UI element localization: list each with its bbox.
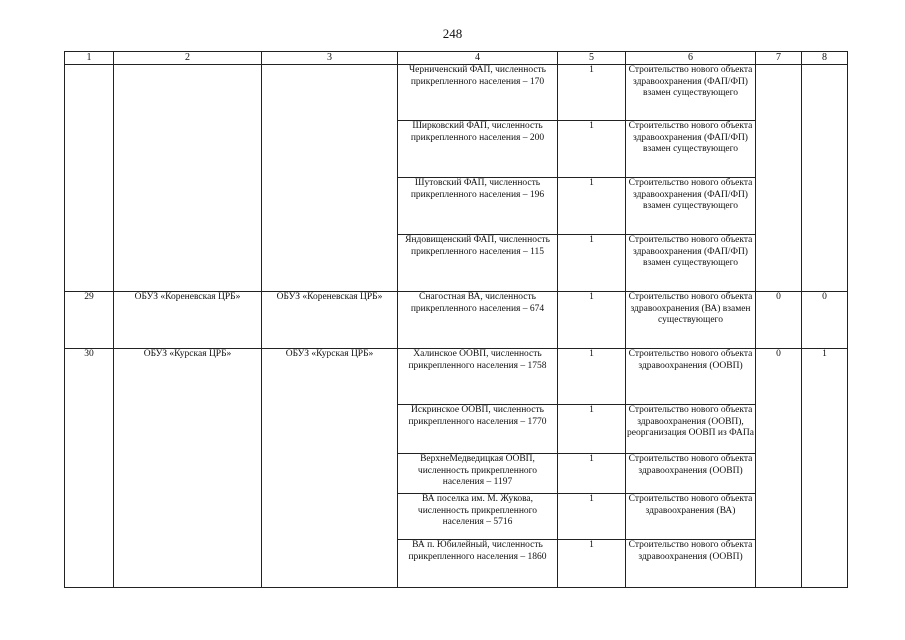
- column-header: 2: [114, 52, 262, 65]
- row-number-cell: [65, 65, 114, 292]
- organization-cell: [114, 65, 262, 292]
- facility-cell: Ширковский ФАП, численность прикрепленного населения – 200: [398, 121, 558, 178]
- column-header: 6: [626, 52, 756, 65]
- column-header: 4: [398, 52, 558, 65]
- column-header: 8: [802, 52, 848, 65]
- col8-cell: [802, 65, 848, 292]
- column-header: 5: [558, 52, 626, 65]
- quantity-cell: 1: [558, 235, 626, 292]
- action-cell: Строительство нового объекта здравоохранения (ВА) взамен существующего: [626, 292, 756, 349]
- header-row: [65, 52, 848, 65]
- document-table: [64, 51, 848, 588]
- institution-cell: [262, 65, 398, 292]
- table-row: [65, 65, 848, 121]
- quantity-cell: 1: [558, 292, 626, 349]
- action-cell: Строительство нового объекта здравоохранения (ООВП), реорганизация ООВП из ФАПа: [626, 405, 756, 454]
- action-cell: Строительство нового объекта здравоохранения (ФАП/ФП) взамен существующего: [626, 178, 756, 235]
- quantity-cell: 1: [558, 405, 626, 454]
- action-cell: Строительство нового объекта здравоохранения (ВА): [626, 494, 756, 540]
- quantity-cell: 1: [558, 540, 626, 588]
- action-cell: Строительство нового объекта здравоохранения (ООВП): [626, 349, 756, 405]
- facility-cell: Халинское ООВП, численность прикрепленного населения – 1758: [398, 349, 558, 405]
- facility-cell: Яндовищенский ФАП, численность прикрепленного населения – 115: [398, 235, 558, 292]
- action-cell: Строительство нового объекта здравоохранения (ООВП): [626, 454, 756, 494]
- action-cell: Строительство нового объекта здравоохранения (ООВП): [626, 540, 756, 588]
- action-cell: Строительство нового объекта здравоохранения (ФАП/ФП) взамен существующего: [626, 65, 756, 121]
- quantity-cell: 1: [558, 65, 626, 121]
- quantity-cell: 1: [558, 349, 626, 405]
- col7-cell: 0: [756, 349, 802, 588]
- page-number: 248: [442, 26, 463, 41]
- column-header: 7: [756, 52, 802, 65]
- facility-cell: ВерхнеМедведицкая ООВП, численность прикрепленного населения – 1197: [398, 454, 558, 494]
- quantity-cell: 1: [558, 178, 626, 235]
- table-row: [65, 292, 848, 349]
- col7-cell: [756, 65, 802, 292]
- col8-cell: 1: [802, 349, 848, 588]
- facility-cell: ВА п. Юбилейный, численность прикрепленного населения – 1860: [398, 540, 558, 588]
- organization-cell: ОБУЗ «Кореневская ЦРБ»: [114, 292, 262, 349]
- col8-cell: 0: [802, 292, 848, 349]
- facility-cell: ВА поселка им. М. Жукова, численность прикрепленного населения – 5716: [398, 494, 558, 540]
- organization-cell: ОБУЗ «Курская ЦРБ»: [114, 349, 262, 588]
- facility-cell: Снагостная ВА, численность прикрепленного населения – 674: [398, 292, 558, 349]
- quantity-cell: 1: [558, 121, 626, 178]
- column-header: 3: [262, 52, 398, 65]
- institution-cell: ОБУЗ «Кореневская ЦРБ»: [262, 292, 398, 349]
- facility-cell: Искринское ООВП, численность прикрепленного населения – 1770: [398, 405, 558, 454]
- action-cell: Строительство нового объекта здравоохранения (ФАП/ФП) взамен существующего: [626, 235, 756, 292]
- quantity-cell: 1: [558, 454, 626, 494]
- col7-cell: 0: [756, 292, 802, 349]
- table-row: [65, 349, 848, 405]
- institution-cell: ОБУЗ «Курская ЦРБ»: [262, 349, 398, 588]
- quantity-cell: 1: [558, 494, 626, 540]
- facility-cell: Черниченский ФАП, численность прикрепленного населения – 170: [398, 65, 558, 121]
- row-number-cell: 30: [65, 349, 114, 588]
- column-header: 1: [65, 52, 114, 65]
- action-cell: Строительство нового объекта здравоохранения (ФАП/ФП) взамен существующего: [626, 121, 756, 178]
- facility-cell: Шутовский ФАП, численность прикрепленного населения – 196: [398, 178, 558, 235]
- row-number-cell: 29: [65, 292, 114, 349]
